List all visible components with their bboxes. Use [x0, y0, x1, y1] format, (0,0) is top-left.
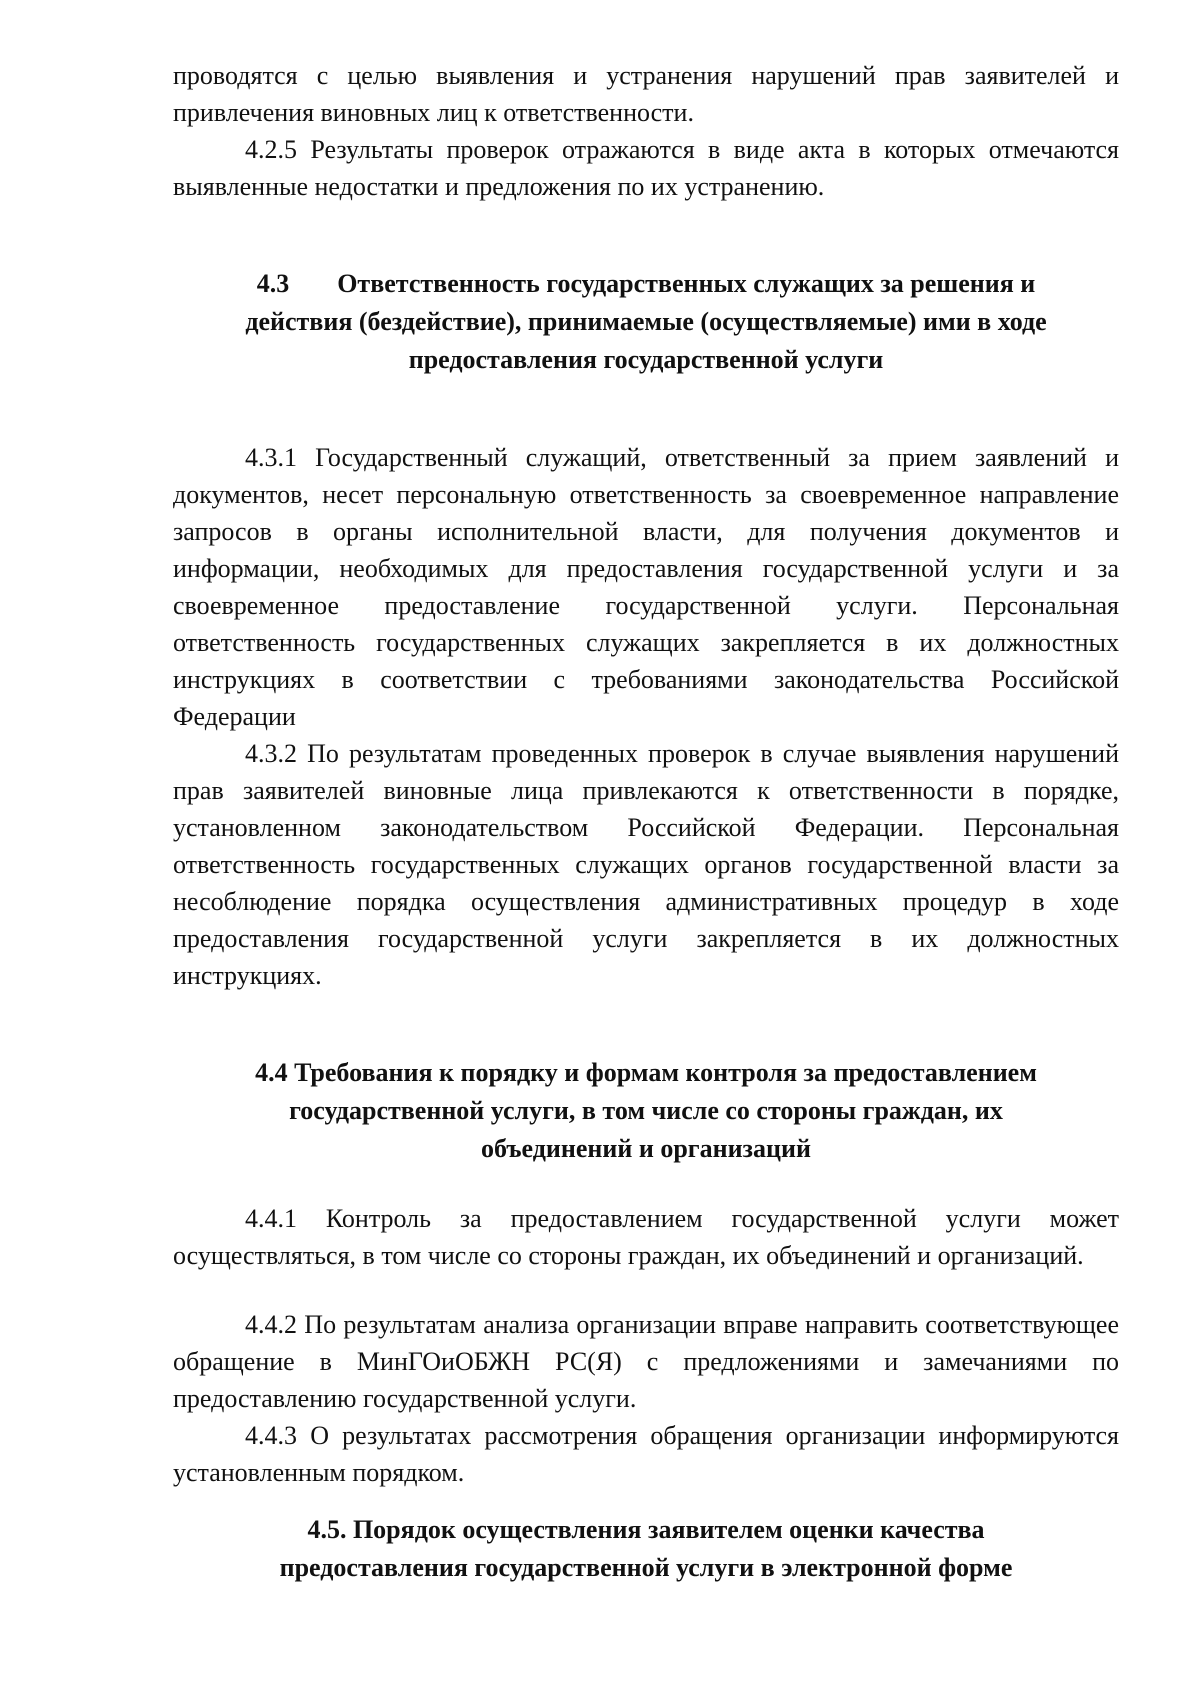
document-body: [173, 57, 1119, 1587]
section-heading-4-4: [173, 1054, 1119, 1168]
section-heading-4-4-line3: объединений и организаций: [481, 1134, 811, 1163]
paragraph-4-4-2: 4.4.2 По результатам анализа организации вправе направить соответствующее обращение в МинГОиОБЖН РС(Я) с предложениями и замечаниями по предоставлению государственной услуги.: [173, 1310, 1119, 1413]
section-heading-4-3-line1-text: Ответственность государственных служащих за решения и: [337, 269, 1036, 298]
section-heading-4-5-line2: предоставления государственной услуги в электронной форме: [279, 1553, 1013, 1582]
section-number-4-3: 4.3: [256, 269, 290, 298]
paragraph-4-3-1: 4.3.1 Государственный служащий, ответственный за прием заявлений и документов, несет персональную ответственность за своевременное направление запросов в органы исполнительной власти, для получения документов и информации, необходимых для предоставления государственной услуги и за своевременное предоставление государственной услуги. Персональная ответственность государственных служащих закрепляется в их должностных инструкциях в соответствии с требованиями законодательства Российской Федерации: [173, 443, 1119, 731]
section-heading-4-3: [173, 265, 1119, 379]
section-heading-4-3-line1: [173, 265, 1119, 303]
paragraph-4-2-5: 4.2.5 Результаты проверок отражаются в виде акта в которых отмечаются выявленные недостатки и предложения по их устранению.: [173, 135, 1119, 201]
section-heading-4-3-line2: действия (бездействие), принимаемые (осуществляемые) ими в ходе: [245, 307, 1047, 336]
section-heading-4-3-line3: предоставления государственной услуги: [408, 345, 884, 374]
section-heading-4-4-line1: 4.4 Требования к порядку и формам контроля за предоставлением: [255, 1058, 1037, 1087]
section-heading-4-5-line1: 4.5. Порядок осуществления заявителем оценки качества: [307, 1515, 985, 1544]
paragraph-4-4-1: 4.4.1 Контроль за предоставлением государственной услуги может осуществляться, в том числе со стороны граждан, их объединений и организаций.: [173, 1204, 1119, 1270]
paragraph-4-2-4-continuation: проводятся с целью выявления и устранения нарушений прав заявителей и привлечения виновных лиц к ответственности.: [173, 61, 1119, 127]
paragraph-4-4-3: 4.4.3 О результатах рассмотрения обращения организации информируются установленным порядком.: [173, 1421, 1119, 1487]
paragraph-4-3-2: 4.3.2 По результатам проведенных проверок в случае выявления нарушений прав заявителей виновные лица привлекаются к ответственности в порядке, установленном законодательством Российской Федерации. Персональная ответственность государственных служащих органов государственной власти за несоблюдение порядка осуществления административных процедур в ходе предоставления государственной услуги закрепляется в их должностных инструкциях.: [173, 739, 1119, 990]
section-heading-4-4-line2: государственной услуги, в том числе со стороны граждан, их: [289, 1096, 1003, 1125]
section-heading-4-5: [173, 1511, 1119, 1587]
